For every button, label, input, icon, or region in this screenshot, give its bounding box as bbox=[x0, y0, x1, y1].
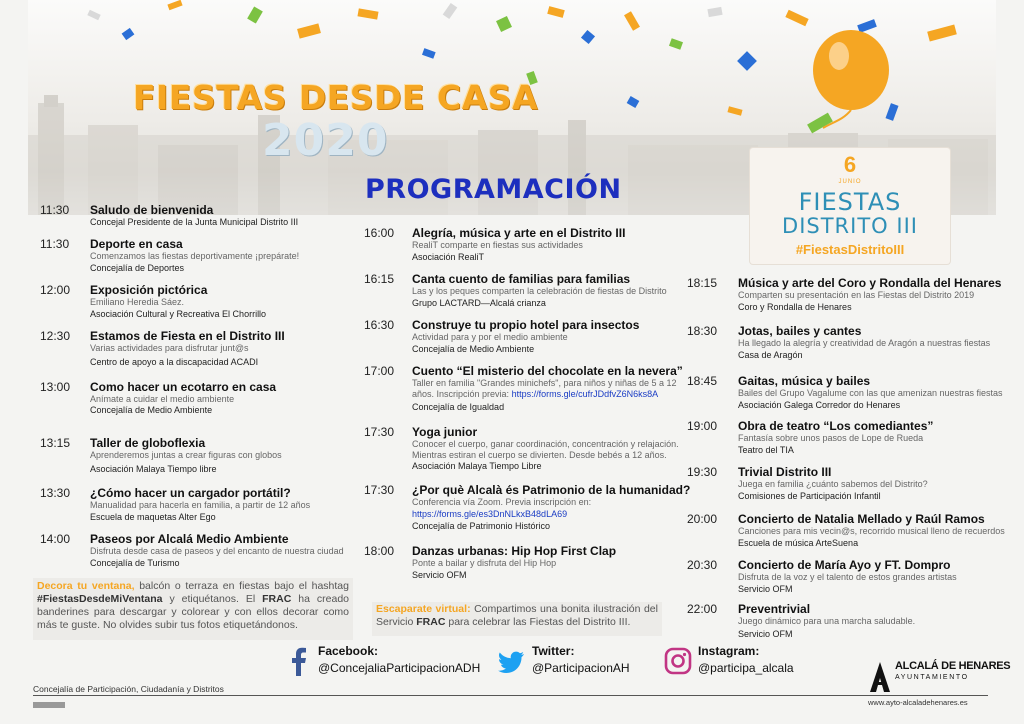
event-time: 13:30 bbox=[40, 486, 71, 500]
note-lead: Escaparate virtual: bbox=[376, 603, 471, 615]
badge-line1: FIESTAS bbox=[798, 188, 902, 216]
event-time: 17:00 bbox=[364, 364, 395, 378]
event-title: Deporte en casa bbox=[90, 237, 183, 251]
event-organizer: Asociación Cultural y Recreativa El Chorrillo bbox=[90, 309, 267, 319]
event-title: Construye tu propio hotel para insectos bbox=[412, 318, 640, 332]
event-time: 13:00 bbox=[40, 380, 71, 394]
event-organizer: Concejalía de Medio Ambiente bbox=[90, 405, 213, 415]
event-title: Yoga junior bbox=[412, 425, 478, 439]
logo-small-icon bbox=[33, 702, 65, 708]
event-time: 14:00 bbox=[40, 532, 71, 546]
note-frac: FRAC bbox=[416, 616, 446, 628]
event-organizer: Servicio OFM bbox=[412, 570, 467, 580]
event-title: Como hacer un ecotarro en casa bbox=[90, 380, 277, 394]
event-title: Concierto de Natalia Mellado y Raúl Ramos bbox=[738, 512, 985, 526]
event-time: 18:00 bbox=[364, 544, 395, 558]
event-title: Alegría, música y arte en el Distrito III bbox=[412, 226, 626, 240]
department-name: Concejalía de Participación, Ciudadanía y Distritos bbox=[33, 684, 224, 694]
event-organizer: Asociación Galega Corredor do Henares bbox=[738, 400, 901, 410]
event-organizer: Escuela de maquetas Alter Ego bbox=[90, 512, 216, 522]
event-organizer: Concejalía de Patrimonio Histórico bbox=[412, 521, 551, 531]
event-description: Varias actividades para disfrutar junt@s bbox=[90, 343, 249, 353]
event-organizer: Asociación Malaya Tiempo Libre bbox=[412, 461, 542, 471]
event-organizer: Centro de apoyo a la discapacidad ACADI bbox=[90, 357, 259, 367]
balloon-icon bbox=[803, 30, 893, 130]
event-organizer: Casa de Aragón bbox=[738, 350, 803, 360]
event-description: Aprenderemos juntas a crear figuras con globos bbox=[90, 450, 282, 460]
event-title: Jotas, bailes y cantes bbox=[738, 324, 862, 338]
event-time: 17:30 bbox=[364, 425, 395, 439]
event-time: 19:30 bbox=[687, 465, 718, 479]
event-title: Gaitas, música y bailes bbox=[738, 374, 871, 388]
note-frac: FRAC bbox=[262, 593, 292, 605]
event-title: ¿Por què Alcalà és Patrimonio de la humanidad? bbox=[412, 483, 691, 497]
note-text: ha creado banderines para descargar y colorear y con ellos decorar como más te guste. No olvides subir tus fotos etiquetándonos. bbox=[37, 593, 349, 631]
event-title: Música y arte del Coro y Rondalla del Henares bbox=[738, 276, 1002, 290]
note-hashtag: #FiestasDesdeMiVentana bbox=[37, 593, 163, 605]
event-time: 18:30 bbox=[687, 324, 718, 338]
event-time: 13:15 bbox=[40, 436, 71, 450]
event-organizer: Asociación RealiT bbox=[412, 252, 485, 262]
event-title: Canta cuento de familias para familias bbox=[412, 272, 631, 286]
event-organizer: Servicio OFM bbox=[738, 629, 793, 639]
event-title: Paseos por Alcalá Medio Ambiente bbox=[90, 532, 289, 546]
event-description: Las y los peques comparten la celebración de fiestas de Distrito bbox=[412, 286, 667, 296]
event-organizer: Coro y Rondalla de Henares bbox=[738, 302, 852, 312]
event-organizer: Concejal Presidente de la Junta Municipal Distrito III bbox=[90, 217, 299, 227]
event-description: Disfruta de la voz y el talento de estos grandes artistas bbox=[738, 572, 957, 582]
event-time: 19:00 bbox=[687, 419, 718, 433]
note-escaparate-virtual bbox=[372, 602, 662, 636]
event-time: 16:15 bbox=[364, 272, 395, 286]
event-description: Taller en familia "Grandes minichefs", para niños y niñas de 5 a 12 bbox=[412, 378, 677, 388]
event-description: Ponte a bailar y disfruta del Hip Hop bbox=[412, 558, 557, 568]
note-lead: Decora tu ventana, bbox=[37, 580, 135, 592]
event-title: Danzas urbanas: Hip Hop First Clap bbox=[412, 544, 617, 558]
social-handle[interactable]: @ConcejaliaParticipacionADH bbox=[318, 661, 481, 675]
programacion-heading: PROGRAMACIÓN bbox=[365, 174, 622, 205]
event-description: Manualidad para hacerla en familia, a partir de 12 años bbox=[90, 500, 311, 510]
fiestas-distrito-badge bbox=[750, 148, 950, 264]
event-organizer: Concejalía de Turismo bbox=[90, 558, 180, 568]
event-time: 11:30 bbox=[40, 237, 70, 251]
event-description: Bailes del Grupo Vagalume con las que amenizan nuestras fiestas bbox=[738, 388, 1003, 398]
social-handle[interactable]: @ParticipacionAH bbox=[532, 661, 630, 675]
poster-year: 2020 bbox=[262, 115, 389, 166]
event-description: Ha llegado la alegría y creatividad de Aragón a nuestras fiestas bbox=[738, 338, 991, 348]
event-organizer: Concejalía de Deportes bbox=[90, 263, 185, 273]
event-title: ¿Cómo hacer un cargador portátil? bbox=[90, 486, 291, 500]
footer bbox=[0, 640, 1024, 724]
social-label: Instagram: bbox=[698, 644, 760, 658]
badge-month: JUNIO bbox=[838, 179, 862, 185]
event-organizer: Comisiones de Participación Infantil bbox=[738, 491, 881, 501]
website-link[interactable]: www.ayto-alcaladehenares.es bbox=[868, 698, 968, 707]
poster-title: FIESTAS DESDE CASA bbox=[133, 78, 539, 117]
event-organizer: Grupo LACTARD—Alcalá crianza bbox=[412, 298, 546, 308]
event-time: 20:00 bbox=[687, 512, 718, 526]
event-title: Saludo de bienvenida bbox=[90, 203, 214, 217]
badge-day: 6 bbox=[843, 152, 857, 177]
event-time: 16:00 bbox=[364, 226, 395, 240]
event-time: 18:45 bbox=[687, 374, 718, 388]
event-title: Taller de globoflexia bbox=[90, 436, 206, 450]
event-description: Conocer el cuerpo, ganar coordinación, concentración y relajación. bbox=[412, 439, 679, 449]
twitter-icon bbox=[498, 646, 526, 676]
event-title: Concierto de María Ayo y FT. Dompro bbox=[738, 558, 951, 572]
event-title: Exposición pictórica bbox=[90, 283, 208, 297]
event-organizer: Servicio OFM bbox=[738, 584, 793, 594]
alcala-logo-icon bbox=[868, 662, 892, 692]
note-text: para celebrar las Fiestas del Distrito III. bbox=[445, 616, 631, 628]
event-organizer: Teatro del TIA bbox=[738, 445, 794, 455]
event-description: Mientras estiran el cuerpo se divierten. Desde bebés a 12 años. bbox=[412, 450, 667, 460]
event-description: Fantasía sobre unos pasos de Lope de Rueda bbox=[738, 433, 924, 443]
ayuntamiento-logo bbox=[868, 658, 1011, 698]
event-title: Estamos de Fiesta en el Distrito III bbox=[90, 329, 285, 343]
event-time: 18:15 bbox=[687, 276, 718, 290]
event-description: Juega en familia ¿cuánto sabemos del Distrito? bbox=[738, 479, 928, 489]
event-time: 12:00 bbox=[40, 283, 71, 297]
inscription-link[interactable]: https://forms.gle/cufrJDdfvZ6N6ks8A bbox=[511, 389, 659, 399]
note-text: balcón o terraza en fiestas bajo el hashtag bbox=[134, 580, 349, 592]
badge-line2: DISTRITO III bbox=[782, 214, 918, 238]
event-title: Trivial Distrito III bbox=[738, 465, 832, 479]
facebook-icon bbox=[284, 646, 312, 676]
event-description: Comenzamos las fiestas deportivamente ¡prepárate! bbox=[90, 251, 300, 261]
event-organizer: Escuela de música ArteSuena bbox=[738, 538, 859, 548]
event-time: 12:30 bbox=[40, 329, 71, 343]
event-organizer: Concejalía de Medio Ambiente bbox=[412, 344, 535, 354]
note-text: Compartimos una bonita ilustración del Servicio bbox=[376, 603, 658, 628]
event-title: Preventrivial bbox=[738, 602, 811, 616]
event-organizer: Concejalía de Igualdad bbox=[412, 402, 505, 412]
instagram-icon bbox=[664, 646, 692, 676]
event-description: años. Inscripción previa: https://forms.gle/cufrJDdfvZ6N6ks8A bbox=[412, 389, 659, 399]
event-time: 17:30 bbox=[364, 483, 395, 497]
social-label: Facebook: bbox=[318, 644, 379, 658]
social-label: Twitter: bbox=[532, 644, 575, 658]
event-organizer: Asociación Malaya Tiempo libre bbox=[90, 464, 217, 474]
logo-subtitle: AYUNTAMIENTO bbox=[895, 674, 969, 681]
event-title: Cuento “El misterio del chocolate en la nevera” bbox=[412, 364, 683, 378]
event-description: Conferencia vía Zoom. Previa inscripción en: bbox=[412, 497, 592, 507]
note-text: y etiquétanos. El bbox=[162, 593, 263, 605]
badge-hashtag: #FiestasDistritoIII bbox=[795, 242, 905, 257]
note-decora-ventana bbox=[33, 578, 353, 640]
event-description: Disfruta desde casa de paseos y del encanto de nuestra ciudad bbox=[90, 546, 344, 556]
event-description: RealiT comparte en fiestas sus actividades bbox=[412, 240, 583, 250]
event-time: 11:30 bbox=[40, 203, 70, 217]
event-time: 22:00 bbox=[687, 602, 718, 616]
event-time: 16:30 bbox=[364, 318, 395, 332]
event-time: 20:30 bbox=[687, 558, 718, 572]
event-title: Obra de teatro “Los comediantes” bbox=[738, 419, 934, 433]
logo-title: ALCALÁ DE HENARES bbox=[895, 660, 1011, 672]
event-description: Juego dinámico para una marcha saludable. bbox=[738, 616, 916, 626]
footer-divider bbox=[33, 695, 988, 696]
inscription-link[interactable]: https://forms.gle/es3DnNLkxB48dLA69 bbox=[412, 509, 568, 519]
event-description: Emiliano Heredia Sáez. bbox=[90, 297, 185, 307]
event-description: Actividad para y por el medio ambiente bbox=[412, 332, 568, 342]
event-description: Canciones para mis vecin@s, recorrido musical lleno de recuerdos bbox=[738, 526, 1005, 536]
event-description: Comparten su presentación en las Fiestas del Distrito 2019 bbox=[738, 290, 975, 300]
social-handle[interactable]: @participa_alcala bbox=[698, 661, 794, 675]
event-description: Anímate a cuidar el medio ambiente bbox=[90, 394, 235, 404]
